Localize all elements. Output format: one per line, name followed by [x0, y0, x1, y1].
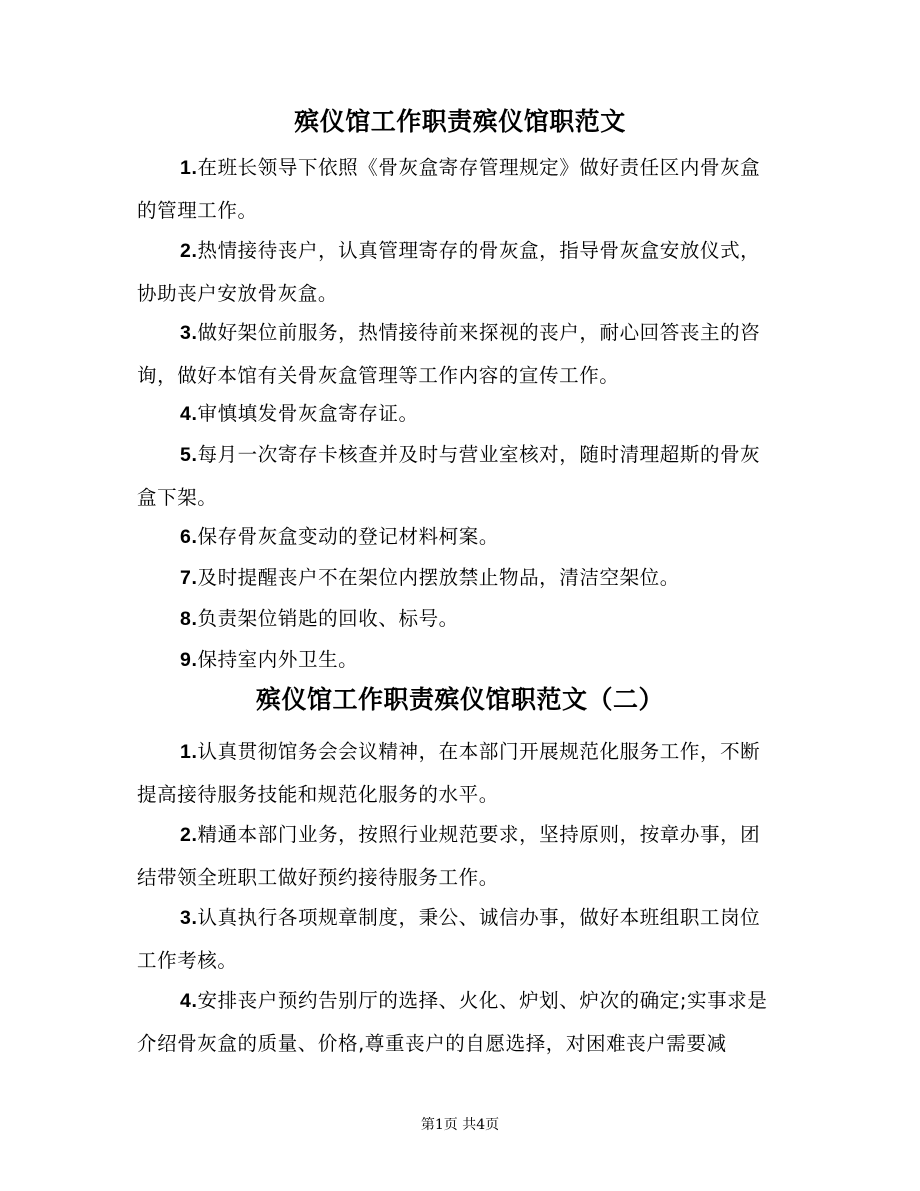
item-text: 及时提醒丧户不在架位内摆放禁止物品，清洁空架位。	[197, 566, 680, 589]
item-text: 安排丧户预约告别厅的选择、火化、炉划、炉次的确定;实事求是介绍骨灰盒的质量、价格,尊重丧户的自愿选择，对困难丧户需要减	[137, 989, 768, 1055]
section-2-item-1	[137, 731, 777, 815]
section-1-title: 殡仪馆工作职责殡仪馆职范文	[294, 107, 626, 136]
section-2-item-2	[137, 814, 777, 898]
section-1-item-8	[137, 598, 777, 641]
section-1-item-6	[137, 516, 777, 559]
section-1-item-3	[137, 312, 777, 396]
section-2-item-3	[137, 897, 777, 981]
section-2-title: 殡仪馆工作职责殡仪馆职范文（二）	[255, 685, 664, 714]
item-number: 9.	[180, 649, 198, 671]
item-number: 6.	[180, 526, 198, 548]
section-1-item-4	[137, 393, 777, 436]
item-number: 1.	[180, 741, 198, 763]
item-number: 1.	[180, 157, 198, 179]
item-number: 7.	[180, 567, 198, 589]
item-number: 4.	[180, 403, 198, 425]
item-text: 认真执行各项规章制度，秉公、诚信办事，做好本班组职工岗位工作考核。	[137, 906, 761, 972]
item-text: 负责架位销匙的回收、标号。	[197, 607, 459, 630]
item-number: 2.	[180, 240, 198, 262]
item-number: 3.	[180, 322, 198, 344]
item-number: 4.	[180, 990, 198, 1012]
section-1-item-1	[137, 147, 777, 231]
item-text: 热情接待丧户，认真管理寄存的骨灰盒，指导骨灰盒安放仪式，协助丧户安放骨灰盒。	[137, 239, 761, 305]
section-1-item-9	[137, 639, 777, 682]
item-number: 3.	[180, 907, 198, 929]
section-2-item-4	[137, 980, 777, 1064]
item-text: 认真贯彻馆务会会议精神，在本部门开展规范化服务工作，不断提高接待服务技能和规范化服务的水平。	[137, 740, 761, 806]
item-text: 保存骨灰盒变动的登记材料柯案。	[197, 525, 499, 548]
section-1-item-2	[137, 230, 777, 314]
page-footer: 第1页 共4页	[420, 1117, 500, 1133]
item-text: 做好架位前服务，热情接待前来探视的丧户，耐心回答丧主的咨询，做好本馆有关骨灰盒管理等工作内容的宣传工作。	[137, 321, 761, 387]
item-text: 审慎填发骨灰盒寄存证。	[197, 402, 419, 425]
item-number: 5.	[180, 444, 198, 466]
item-text: 每月一次寄存卡核查并及时与营业室核对，随时清理超斯的骨灰盒下架。	[137, 443, 761, 509]
item-text: 在班长领导下依照《骨灰盒寄存管理规定》做好责任区内骨灰盒的管理工作。	[137, 156, 761, 222]
item-text: 精通本部门业务，按照行业规范要求，坚持原则，按章办事，团结带领全班职工做好预约接待服务工作。	[137, 823, 761, 889]
section-1-item-5	[137, 434, 777, 518]
item-text: 保持室内外卫生。	[197, 648, 359, 671]
item-number: 8.	[180, 608, 198, 630]
item-number: 2.	[180, 824, 198, 846]
section-1-item-7	[137, 557, 777, 600]
